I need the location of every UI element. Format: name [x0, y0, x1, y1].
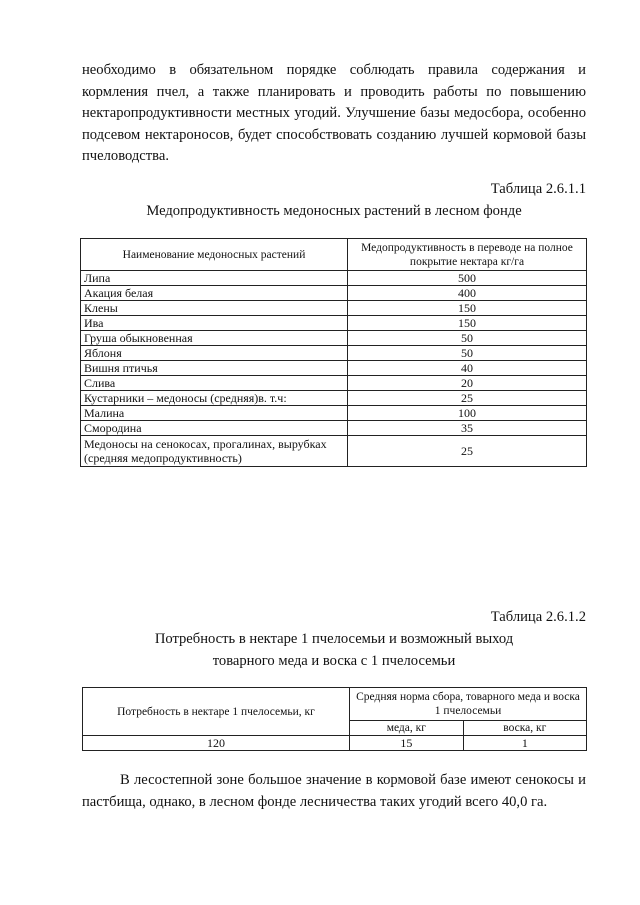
table-row [81, 376, 587, 391]
table-row [81, 421, 587, 436]
cell-plant-name: Кустарники – медоносы (средняя)в. т.ч: [81, 391, 348, 406]
cell-productivity: 150 [348, 301, 587, 316]
table2-number: Таблица 2.6.1.2 [490, 609, 586, 625]
intro-paragraph: необходимо в обязательном порядке соблюдать правила содержания и кормления пчел, а также планировать и проводить работы по повышению нектаропродуктивности местных угодий. Улучшение базы медосбора, особенно подсевом нектароносов, будет способствовать созданию лучшей кормовой базы пчеловодства. [82, 62, 586, 164]
table2-title-line1: Потребность в нектаре 1 пчелосемьи и возможный выход [154, 631, 514, 647]
cell-productivity: 35 [348, 421, 587, 436]
header-nectar-need: Потребность в нектаре 1 пчелосемьи, кг [83, 688, 350, 736]
table-row [83, 736, 587, 751]
closing-paragraph: В лесостепной зоне большое значение в кормовой базе имеют сенокосы и пастбища, однако, в лесном фонде лесничества таких угодий всего 40,0 га. [82, 772, 586, 810]
cell-productivity: 25 [348, 391, 587, 406]
header-plant-name: Наименование медоносных растений [81, 239, 348, 271]
cell-plant-name: Клены [81, 301, 348, 316]
table-row [81, 436, 587, 467]
cell-productivity: 40 [348, 361, 587, 376]
header-wax: воска, кг [463, 721, 586, 736]
table-row [81, 331, 587, 346]
table1-body [81, 271, 587, 467]
cell-productivity: 50 [348, 331, 587, 346]
table-row [81, 346, 587, 361]
table-row [81, 271, 587, 286]
table-row [81, 301, 587, 316]
header-productivity: Медопродуктивность в переводе на полное покрытие нектара кг/га [348, 239, 587, 271]
cell-plant-name: Липа [81, 271, 348, 286]
cell-productivity: 25 [348, 436, 587, 467]
table2-title-line2: товарного меда и воска с 1 пчелосемьи [212, 653, 456, 669]
cell-productivity: 20 [348, 376, 587, 391]
cell-need: 120 [83, 736, 350, 751]
cell-productivity: 500 [348, 271, 587, 286]
header-honey: меда, кг [350, 721, 464, 736]
cell-plant-name: Ива [81, 316, 348, 331]
cell-plant-name: Смородина [81, 421, 348, 436]
cell-plant-name: Яблоня [81, 346, 348, 361]
cell-plant-name: Медоносы на сенокосах, прогалинах, вырубках (средняя медопродуктивность) [81, 436, 348, 467]
table-row [81, 286, 587, 301]
header-average-norm: Средняя норма сбора, товарного меда и воска 1 пчелосемьи [350, 688, 587, 721]
cell-plant-name: Акация белая [81, 286, 348, 301]
table-header-row [83, 688, 587, 721]
table-row [81, 361, 587, 376]
cell-plant-name: Малина [81, 406, 348, 421]
cell-productivity: 100 [348, 406, 587, 421]
table-header-row [81, 239, 587, 271]
table1-title: Медопродуктивность медоносных растений в лесном фонде [146, 203, 522, 219]
cell-productivity: 50 [348, 346, 587, 361]
cell-wax: 1 [463, 736, 586, 751]
table-row [81, 391, 587, 406]
cell-productivity: 400 [348, 286, 587, 301]
honey-productivity-table [80, 238, 587, 467]
cell-plant-name: Вишня птичья [81, 361, 348, 376]
table1-number: Таблица 2.6.1.1 [490, 181, 586, 197]
cell-plant-name: Слива [81, 376, 348, 391]
nectar-need-table [82, 687, 587, 751]
cell-productivity: 150 [348, 316, 587, 331]
table-row [81, 406, 587, 421]
cell-plant-name: Груша обыкновенная [81, 331, 348, 346]
table-row [81, 316, 587, 331]
cell-honey: 15 [350, 736, 464, 751]
table2-title [82, 628, 586, 672]
